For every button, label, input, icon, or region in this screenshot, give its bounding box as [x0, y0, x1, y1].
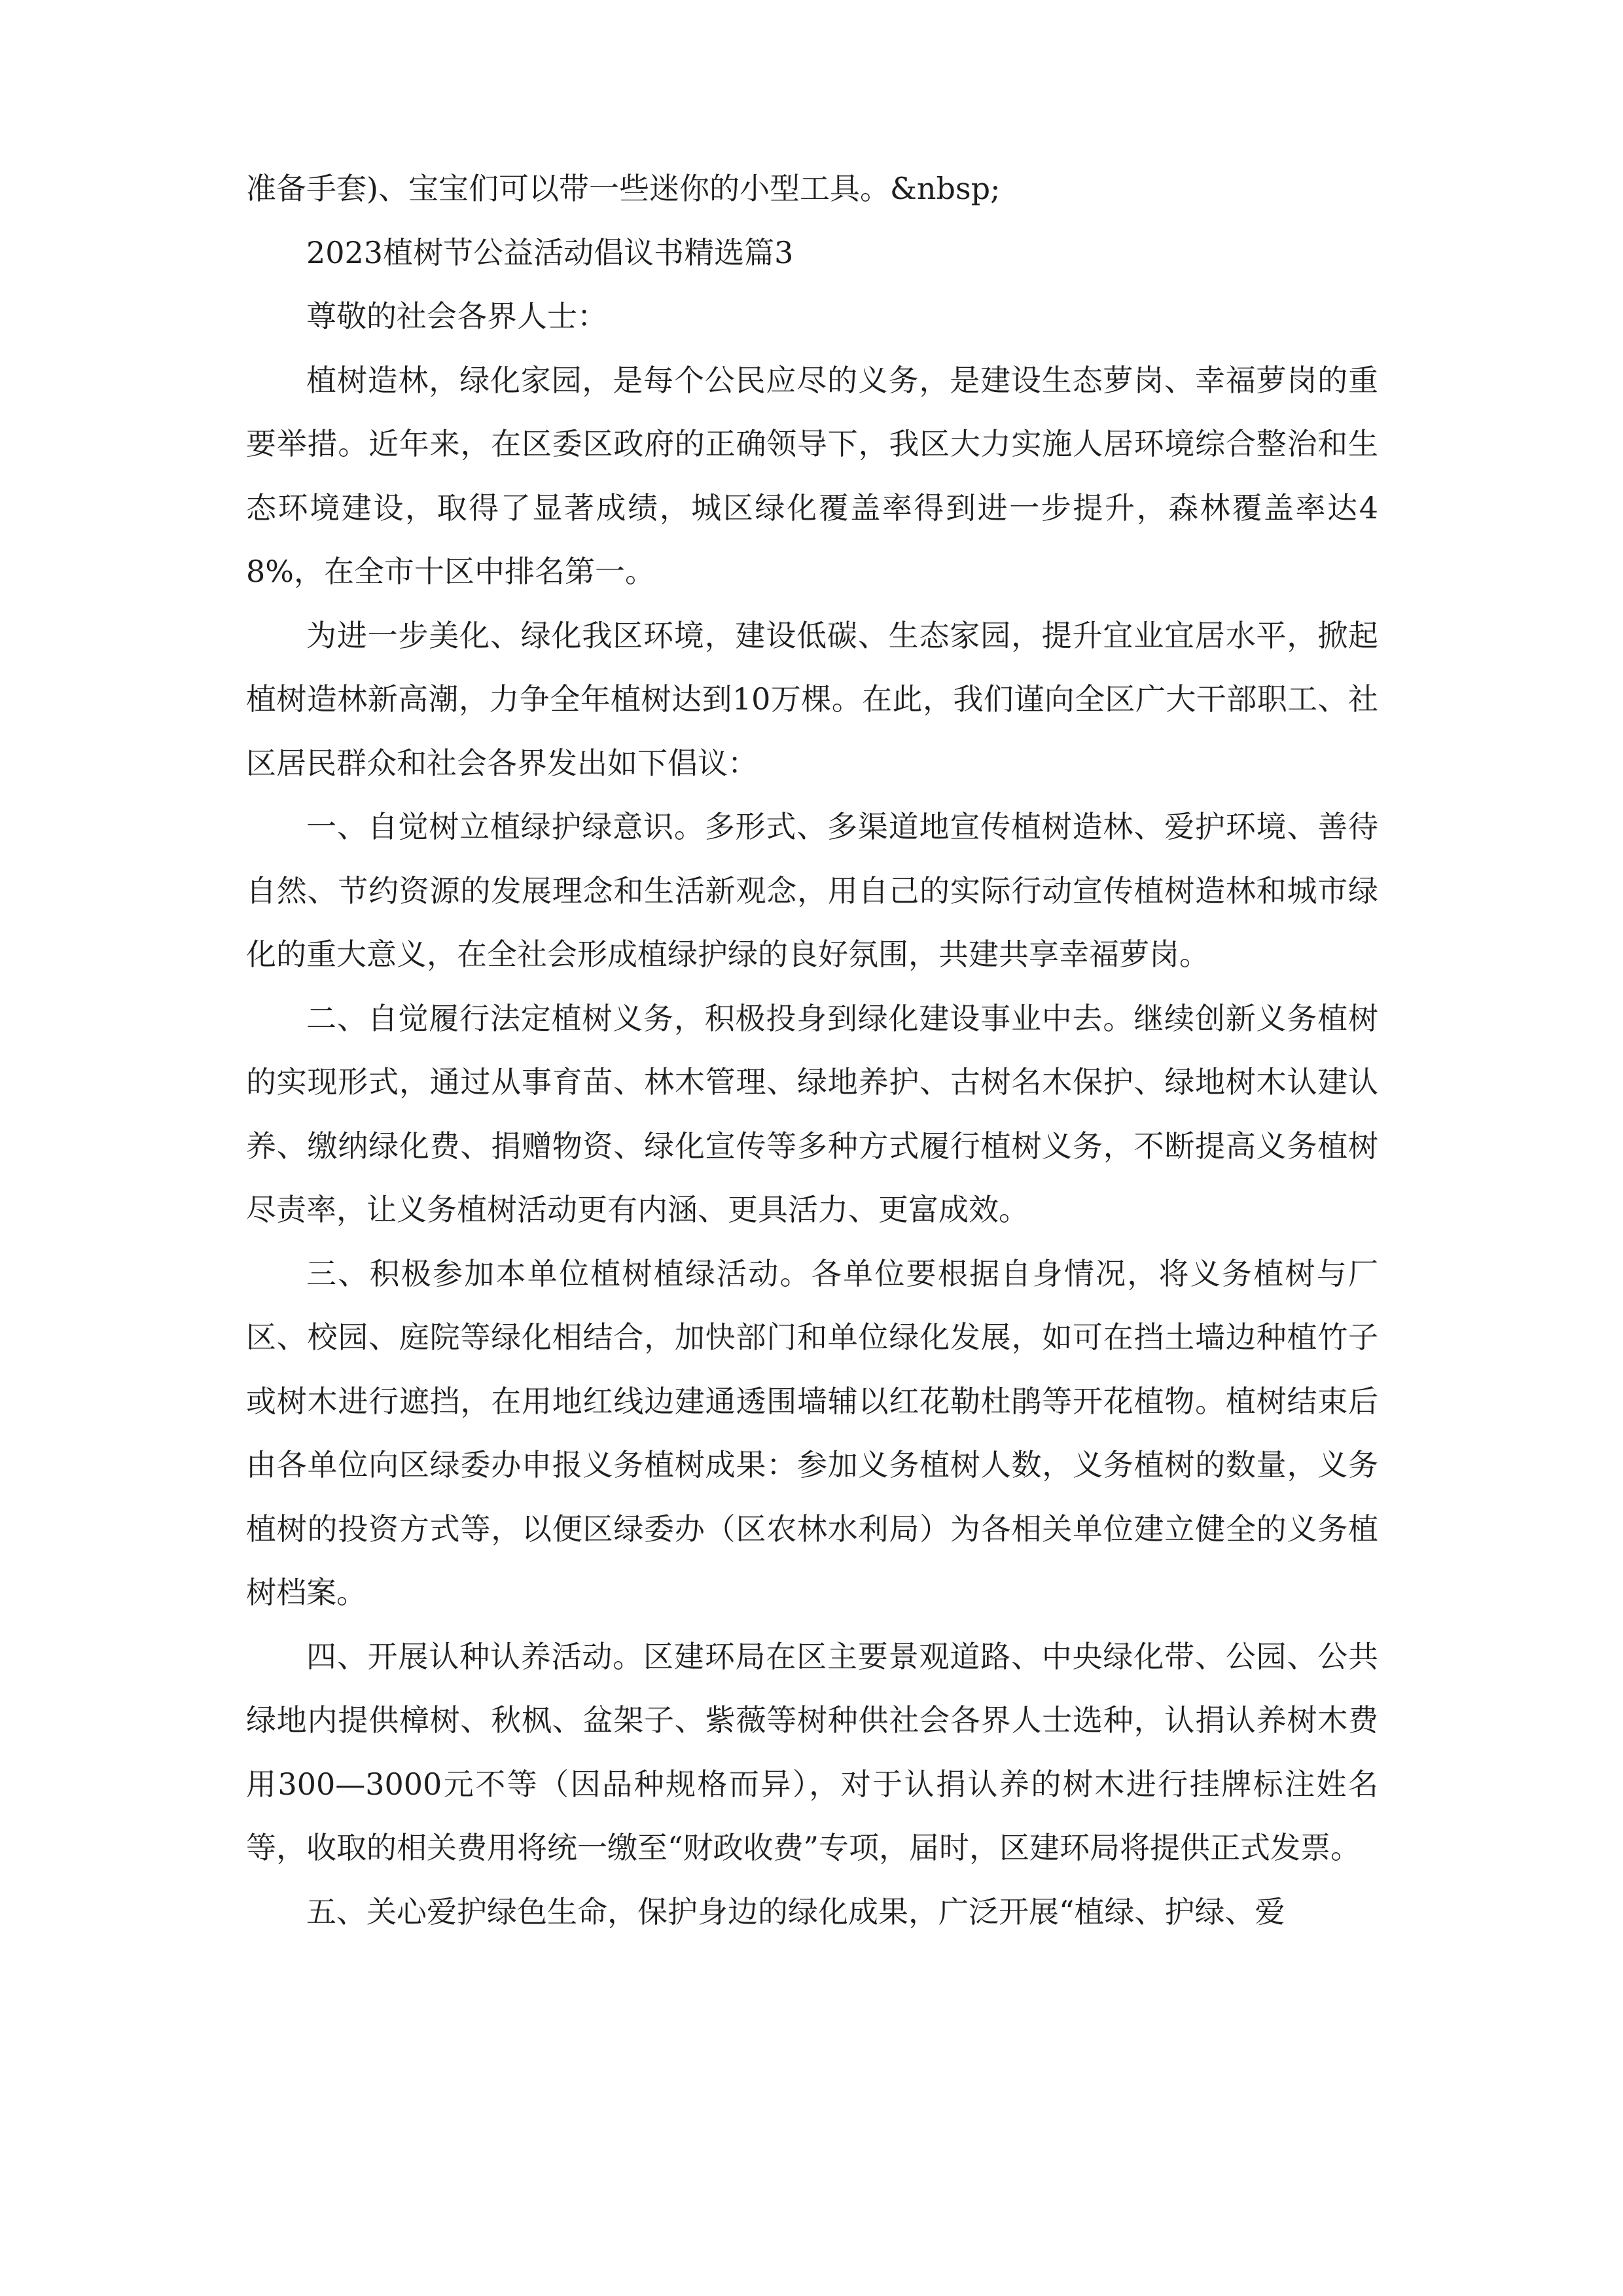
- paragraph-intro: 植树造林，绿化家园，是每个公民应尽的义务，是建设生态萝岗、幸福萝岗的重要举措。近年来，在区委区政府的正确领导下，我区大力实施人居环境综合整治和生态环境建设，取得了显著成绩，城区绿化覆盖率得到进一步提升，森林覆盖率达48%，在全市十区中排名第一。: [246, 362, 1378, 589]
- paragraph-goal: 为进一步美化、绿化我区环境，建设低碳、生态家园，提升宜业宜居水平，掀起植树造林新高潮，力争全年植树达到10万棵。在此，我们谨向全区广大干部职工、社区居民群众和社会各界发出如下倡议：: [246, 617, 1378, 781]
- paragraph-item-5: 五、关心爱护绿色生命，保护身边的绿化成果，广泛开展“植绿、护绿、爱: [306, 1893, 1285, 1929]
- paragraph-continuation: 准备手套)、宝宝们可以带一些迷你的小型工具。&nbsp;: [246, 171, 1001, 206]
- paragraph-item-4: 四、开展认种认养活动。区建环局在区主要景观道路、中央绿化带、公园、公共绿地内提供樟树、秋枫、盆架子、紫薇等树种供社会各界人士选种，认捐认养树木费用300—3000元不等（因品种规格而异），对于认捐认养的树木进行挂牌标注姓名等，收取的相关费用将统一缴至“财政收费”专项，届时，区建环局将提供正式发票。: [246, 1638, 1378, 1865]
- paragraph-item-3: 三、积极参加本单位植树植绿活动。各单位要根据自身情况，将义务植树与厂区、校园、庭院等绿化相结合，加快部门和单位绿化发展，如可在挡土墙边种植竹子或树木进行遮挡，在用地红线边建通透围墙辅以红花勒杜鹃等开花植物。植树结束后由各单位向区绿委办申报义务植树成果：参加义务植树人数，义务植树的数量，义务植树的投资方式等，以便区绿委办（区农林水利局）为各相关单位建立健全的义务植树档案。: [246, 1255, 1378, 1610]
- salutation: 尊敬的社会各界人士：: [306, 298, 607, 334]
- paragraph-item-2: 二、自觉履行法定植树义务，积极投身到绿化建设事业中去。继续创新义务植树的实现形式，通过从事育苗、林木管理、绿地养护、古树名木保护、绿地树木认建认养、缴纳绿化费、捐赠物资、绿化宣传等多种方式履行植树义务，不断提高义务植树尽责率，让义务植树活动更有内涵、更具活力、更富成效。: [246, 1000, 1378, 1227]
- section-heading: 2023植树节公益活动倡议书精选篇3: [306, 234, 794, 270]
- paragraph-item-1: 一、自觉树立植绿护绿意识。多形式、多渠道地宣传植树造林、爱护环境、善待自然、节约资源的发展理念和生活新观念，用自己的实际行动宣传植树造林和城市绿化的重大意义，在全社会形成植绿护绿的良好氛围，共建共享幸福萝岗。: [246, 809, 1378, 972]
- document-body: [246, 157, 1378, 1944]
